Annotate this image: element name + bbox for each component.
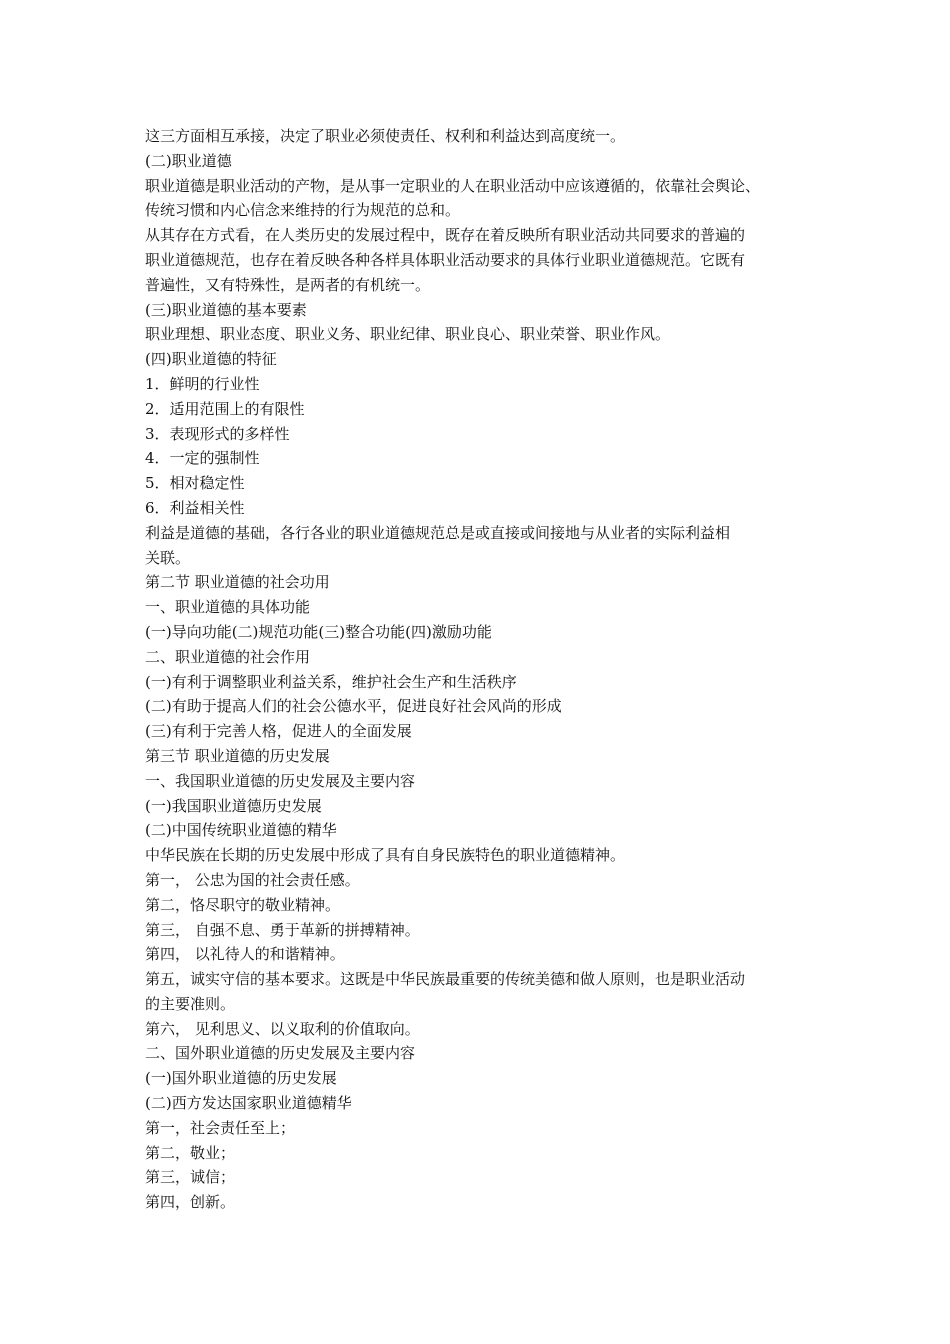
text-line: 职业道德是职业活动的产物，是从事一定职业的人在职业活动中应该遵循的，依靠社会舆论、 — [145, 176, 761, 195]
text-line: 2．适用范围上的有限性 — [145, 399, 305, 418]
text-line: (二)职业道德 — [145, 151, 232, 170]
text-line: 第三节 职业道德的历史发展 — [145, 746, 330, 765]
text-line: 第二节 职业道德的社会功用 — [145, 573, 330, 592]
text-line: 第二，敬业； — [145, 1143, 236, 1162]
text-line: 职业理想、职业态度、职业义务、职业纪律、职业良心、职业荣誉、职业作风。 — [145, 325, 671, 344]
text-line: (二)中国传统职业道德的精华 — [145, 821, 337, 840]
document-body — [145, 124, 815, 1215]
text-line: 关联。 — [145, 548, 191, 567]
text-line: 职业道德规范，也存在着反映各种各样具体职业活动要求的具体行业职业道德规范。它既有 — [145, 250, 746, 269]
text-line: (二)西方发达国家职业道德精华 — [145, 1094, 352, 1113]
text-line: 一、我国职业道德的历史发展及主要内容 — [145, 771, 416, 790]
text-line: 一、职业道德的具体功能 — [145, 598, 311, 617]
text-line: (三)有利于完善人格，促进人的全面发展 — [145, 722, 412, 741]
text-line: 第三， 自强不息、勇于革新的拼搏精神。 — [145, 920, 420, 939]
text-line: 第四，创新。 — [145, 1193, 236, 1212]
text-line: (四)职业道德的特征 — [145, 350, 277, 369]
text-line: 第二，恪尽职守的敬业精神。 — [145, 895, 341, 914]
text-line: 6．利益相关性 — [145, 498, 245, 517]
text-line: 利益是道德的基础，各行各业的职业道德规范总是或直接或间接地与从业者的实际利益相 — [145, 523, 731, 542]
text-line: 第一， 公忠为国的社会责任感。 — [145, 870, 360, 889]
text-line: (三)职业道德的基本要素 — [145, 300, 307, 319]
text-line: (一)有利于调整职业利益关系，维护社会生产和生活秩序 — [145, 672, 517, 691]
text-line: 普遍性，又有特殊性，是两者的有机统一。 — [145, 275, 431, 294]
text-line: 二、国外职业道德的历史发展及主要内容 — [145, 1044, 416, 1063]
text-line: 中华民族在长期的历史发展中形成了具有自身民族特色的职业道德精神。 — [145, 846, 626, 865]
text-line: (一)我国职业道德历史发展 — [145, 796, 322, 815]
text-line: 这三方面相互承接，决定了职业必须使责任、权利和利益达到高度统一。 — [145, 127, 626, 145]
text-line: 第三，诚信； — [145, 1168, 236, 1187]
text-line: 的主要准则。 — [145, 994, 236, 1013]
text-line: 第六， 见利思义、以义取利的价值取向。 — [145, 1019, 420, 1038]
text-line: 第四， 以礼待人的和谐精神。 — [145, 945, 345, 964]
text-line: (二)有助于提高人们的社会公德水平，促进良好社会风尚的形成 — [145, 697, 562, 716]
text-line: 3．表现形式的多样性 — [145, 424, 290, 443]
text-line: 从其存在方式看，在人类历史的发展过程中，既存在着反映所有职业活动共同要求的普遍的 — [145, 226, 746, 245]
text-line: 第一，社会责任至上； — [145, 1118, 296, 1137]
text-line: 5．相对稳定性 — [145, 474, 245, 493]
text-line: (一)国外职业道德的历史发展 — [145, 1069, 337, 1088]
text-line: 二、职业道德的社会作用 — [145, 647, 311, 666]
text-line: 4．一定的强制性 — [145, 449, 260, 468]
text-line: 1．鲜明的行业性 — [145, 374, 260, 393]
text-line: 第五，诚实守信的基本要求。这既是中华民族最重要的传统美德和做人原则，也是职业活动 — [145, 970, 746, 989]
text-line: (一)导向功能(二)规范功能(三)整合功能(四)激励功能 — [145, 622, 492, 641]
text-line: 传统习惯和内心信念来维持的行为规范的总和。 — [145, 201, 461, 220]
